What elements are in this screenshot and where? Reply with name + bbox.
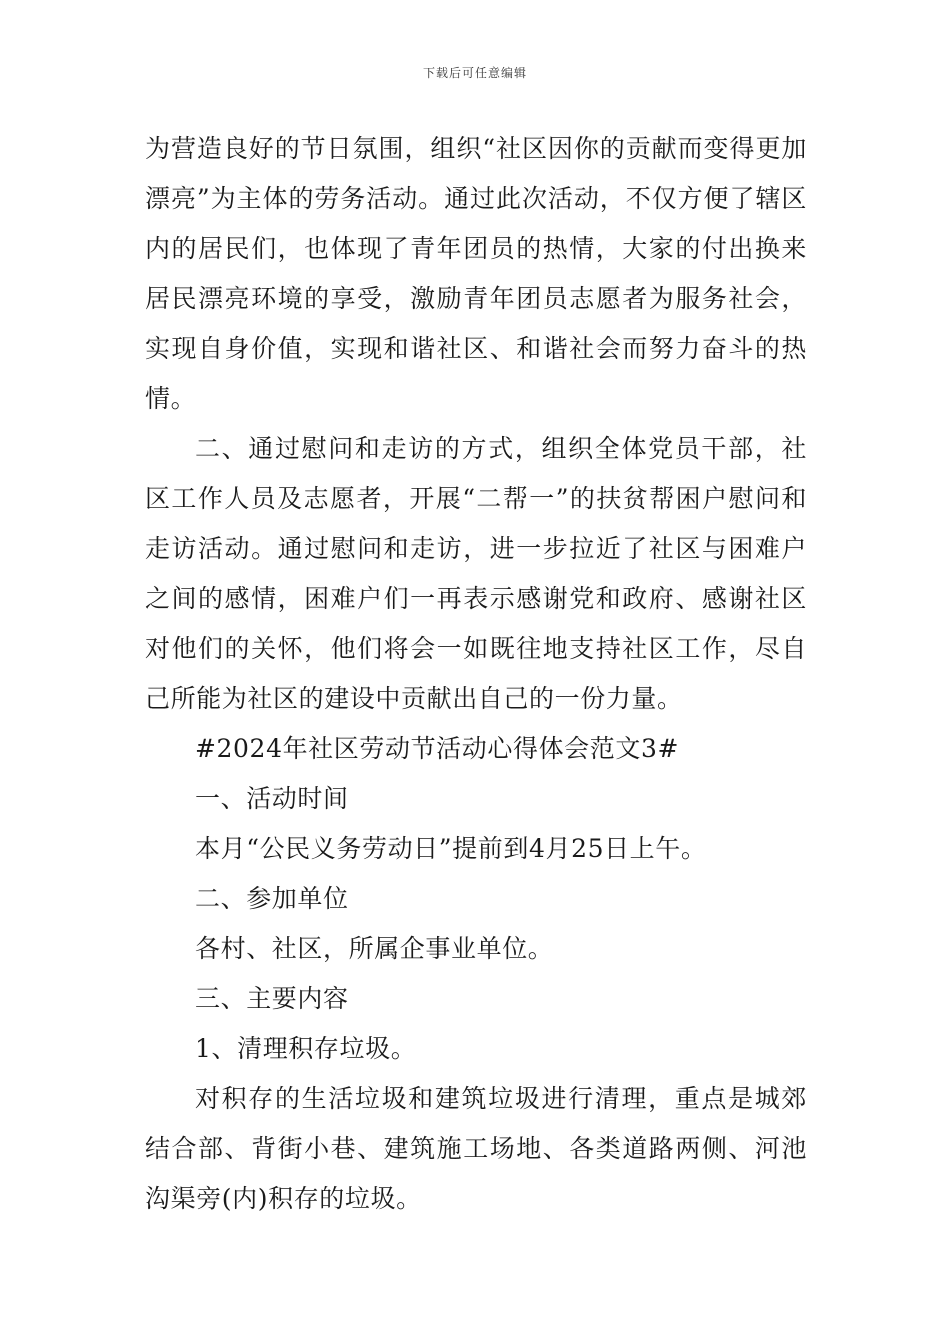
heading-activity-time: 一、活动时间	[195, 784, 349, 813]
paragraph-section-two: 二、通过慰问和走访的方式，组织全体党员干部，社区工作人员及志愿者，开展“二帮一”的扶贫帮困户慰问和走访活动。通过慰问和走访，进一步拉近了社区与困难户之间的感情，困难户们一再表示感谢党和政府、感谢社区对他们的关怀，他们将会一如既往地支持社区工作，尽自己所能为社区的建设中贡献出自己的一份力量。	[145, 434, 807, 713]
paragraph-clean-garbage: 对积存的生活垃圾和建筑垃圾进行清理，重点是城郊结合部、背街小巷、建筑施工场地、各类道路两侧、河池沟渠旁(内)积存的垃圾。	[145, 1084, 807, 1213]
item-clean-garbage: 1、清理积存垃圾。	[195, 1034, 417, 1063]
section-heading: #2024年社区劳动节活动心得体会范文3#	[195, 734, 680, 763]
page-header: 下载后可任意编辑	[422, 66, 527, 80]
paragraph-participants: 各村、社区，所属企事业单位。	[195, 934, 554, 963]
paragraph-continuation: 为营造良好的节日氛围，组织“社区因你的贡献而变得更加漂亮”为主体的劳务活动。通过此次活动，不仅方便了辖区内的居民们，也体现了青年团员的热情，大家的付出换来居民漂亮环境的享受，激励青年团员志愿者为服务社会，实现自身价值，实现和谐社区、和谐社会而努力奋斗的热情。	[145, 134, 807, 413]
heading-main-content: 三、主要内容	[195, 984, 349, 1013]
paragraph-activity-time: 本月“公民义务劳动日”提前到4月25日上午。	[195, 834, 707, 863]
heading-participants: 二、参加单位	[195, 884, 349, 913]
document-body	[145, 124, 807, 1224]
